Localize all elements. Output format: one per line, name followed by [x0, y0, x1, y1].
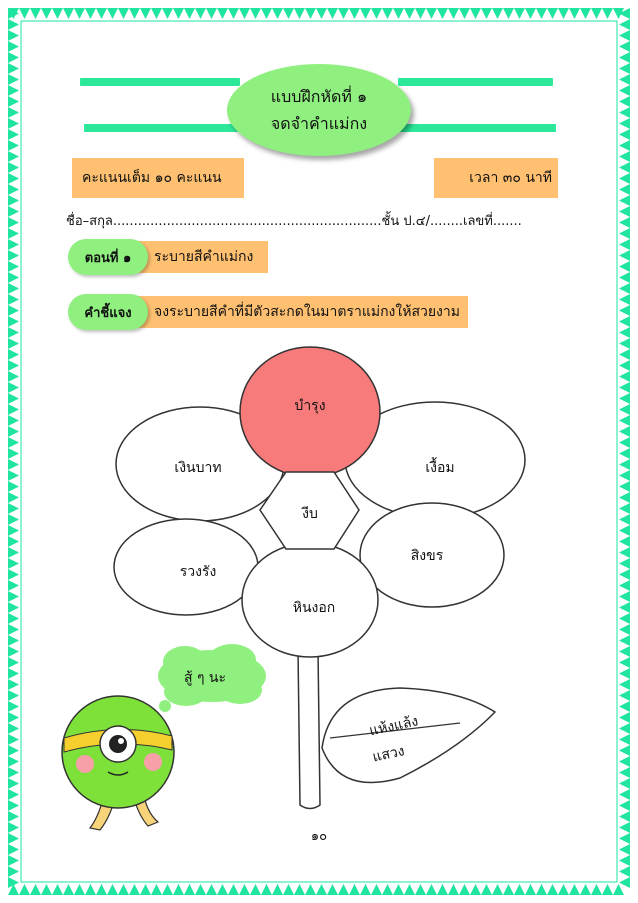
- border-triangle: [619, 217, 630, 228]
- border-triangle: [85, 884, 96, 895]
- border-triangle: [426, 8, 437, 19]
- border-triangle: [619, 316, 630, 327]
- petal-lower-left-word: รวงรัง: [179, 564, 217, 580]
- border-triangle: [619, 151, 630, 162]
- border-triangle: [52, 884, 63, 895]
- leaf-upper-word: แห้งแล้ง: [367, 713, 420, 740]
- border-triangle: [8, 74, 19, 85]
- border-triangle: [8, 206, 19, 217]
- border-triangle: [619, 41, 630, 52]
- instruction-tag: คำชี้แจง: [68, 294, 148, 330]
- petal-top-word: บำรุง: [294, 398, 326, 414]
- petal-upper-right-word: เงื้อม: [425, 460, 455, 476]
- border-triangle: [503, 8, 514, 19]
- title-line-2: จดจำคำแม่กง: [270, 114, 368, 133]
- border-triangle: [19, 884, 30, 895]
- border-triangle: [173, 8, 184, 19]
- page-number: ๑๐: [310, 829, 328, 844]
- border-triangle: [118, 8, 129, 19]
- border-triangle: [602, 8, 613, 19]
- border-triangle: [52, 8, 63, 19]
- border-triangle: [536, 8, 547, 19]
- title-oval: [227, 64, 411, 156]
- border-triangle: [327, 884, 338, 895]
- border-triangle: [206, 8, 217, 19]
- border-triangle: [8, 107, 19, 118]
- border-triangle: [250, 8, 261, 19]
- score-box: คะแนนเต็ม ๑๐ คะแนน: [72, 158, 244, 198]
- border-triangle: [217, 8, 228, 19]
- border-triangle: [338, 884, 349, 895]
- border-triangle: [459, 8, 470, 19]
- border-triangle: [30, 8, 41, 19]
- part-text-box: [128, 241, 268, 273]
- border-triangle: [619, 228, 630, 239]
- border-triangle: [481, 884, 492, 895]
- border-triangle: [283, 8, 294, 19]
- border-triangle: [619, 107, 630, 118]
- border-triangle: [151, 8, 162, 19]
- border-triangle: [184, 884, 195, 895]
- border-triangle: [250, 884, 261, 895]
- border-triangle: [536, 884, 547, 895]
- border-triangle: [74, 884, 85, 895]
- border-triangle: [437, 884, 448, 895]
- border-triangle: [503, 884, 514, 895]
- border-triangle: [140, 884, 151, 895]
- name-line: ชื่อ–สกุล.................................................................ชั้น ป.๔/........เลขที่.......: [66, 214, 522, 229]
- instruction-text: จงระบายสีคำที่มีตัวสะกดในมาตราแม่กงให้สวยงาม: [154, 304, 460, 320]
- border-triangle: [448, 8, 459, 19]
- border-triangle: [228, 8, 239, 19]
- border-triangle: [8, 316, 19, 327]
- border-triangle: [619, 52, 630, 63]
- border-triangle: [217, 884, 228, 895]
- border-triangle: [239, 8, 250, 19]
- border-triangle: [8, 63, 19, 74]
- border-triangle: [619, 96, 630, 107]
- border-triangle: [619, 195, 630, 206]
- border-triangle: [316, 8, 327, 19]
- border-triangle: [514, 884, 525, 895]
- border-triangle: [8, 261, 19, 272]
- border-triangle: [393, 8, 404, 19]
- border-triangle: [360, 884, 371, 895]
- border-triangle: [619, 30, 630, 41]
- monster-mascot-icon: [62, 696, 174, 830]
- border-triangle: [294, 8, 305, 19]
- petal-center-word: งีบ: [302, 506, 318, 522]
- part-text: ระบายสีคำแม่กง: [154, 249, 254, 265]
- header-bar-top-left: [80, 78, 240, 86]
- border-triangle: [261, 8, 272, 19]
- border-triangle: [30, 884, 41, 895]
- border-triangle: [316, 884, 327, 895]
- flower-stem: [298, 650, 320, 809]
- border-triangle: [305, 884, 316, 895]
- border-triangle: [272, 8, 283, 19]
- border-triangle: [437, 8, 448, 19]
- border-triangle: [470, 8, 481, 19]
- border-triangle: [569, 8, 580, 19]
- border-triangle: [619, 129, 630, 140]
- border-triangle: [404, 884, 415, 895]
- petal-upper-left-word: เงินบาท: [174, 460, 222, 476]
- border-triangle: [8, 228, 19, 239]
- border-triangle: [195, 8, 206, 19]
- border-triangle: [619, 294, 630, 305]
- border-triangle: [382, 8, 393, 19]
- border-triangle: [619, 855, 630, 866]
- border-triangle: [619, 173, 630, 184]
- border-triangle: [118, 884, 129, 895]
- border-triangle: [8, 195, 19, 206]
- mascot-area: [50, 640, 280, 840]
- border-triangle: [602, 884, 613, 895]
- border-triangle: [619, 272, 630, 283]
- border-triangle: [8, 96, 19, 107]
- border-triangle: [8, 30, 19, 41]
- border-triangle: [360, 8, 371, 19]
- border-triangle: [547, 8, 558, 19]
- border-triangle: [481, 8, 492, 19]
- border-triangle: [63, 884, 74, 895]
- border-triangle: [206, 884, 217, 895]
- border-triangle: [393, 884, 404, 895]
- petal-lower-right-word: สิงขร: [410, 548, 444, 564]
- border-triangle: [619, 74, 630, 85]
- border-triangle: [8, 184, 19, 195]
- header-bar-bottom-right: [398, 124, 556, 132]
- border-triangle: [619, 19, 630, 30]
- border-triangle: [8, 19, 19, 30]
- border-triangle: [338, 8, 349, 19]
- border-triangle: [96, 884, 107, 895]
- border-triangle: [19, 8, 30, 19]
- border-triangle: [261, 884, 272, 895]
- border-triangle: [8, 272, 19, 283]
- header-bar-bottom-left: [84, 124, 244, 132]
- border-triangle: [613, 884, 624, 895]
- border-triangle: [63, 8, 74, 19]
- border-triangle: [525, 8, 536, 19]
- border-triangle: [140, 8, 151, 19]
- border-triangle: [8, 151, 19, 162]
- border-triangle: [8, 327, 19, 338]
- border-triangle: [8, 85, 19, 96]
- border-triangle: [404, 8, 415, 19]
- border-triangle: [619, 261, 630, 272]
- border-triangle: [283, 884, 294, 895]
- border-triangle: [349, 884, 360, 895]
- border-triangle: [107, 884, 118, 895]
- border-triangle: [162, 884, 173, 895]
- border-triangle: [619, 327, 630, 338]
- border-triangle: [327, 8, 338, 19]
- border-triangle: [619, 283, 630, 294]
- border-triangle: [558, 884, 569, 895]
- border-triangle: [580, 8, 591, 19]
- border-triangle: [619, 239, 630, 250]
- border-triangle: [8, 855, 19, 866]
- border-triangle: [8, 866, 19, 877]
- border-triangle: [371, 884, 382, 895]
- border-triangle: [8, 305, 19, 316]
- border-triangle: [371, 8, 382, 19]
- border-triangle: [569, 884, 580, 895]
- speech-text: สู้ ๆ นะ: [183, 670, 227, 686]
- border-triangle: [41, 884, 52, 895]
- border-triangle: [382, 884, 393, 895]
- border-triangle: [96, 8, 107, 19]
- border-triangle: [349, 8, 360, 19]
- border-triangle: [459, 884, 470, 895]
- border-triangle: [184, 8, 195, 19]
- time-box: เวลา ๓๐ นาที: [434, 158, 558, 198]
- border-triangle: [514, 8, 525, 19]
- border-triangle: [619, 184, 630, 195]
- border-triangle: [272, 884, 283, 895]
- border-triangle: [85, 8, 96, 19]
- border-triangle: [129, 884, 140, 895]
- border-triangle: [41, 8, 52, 19]
- part-tag: ตอนที่ ๑: [68, 239, 148, 275]
- border-triangle: [619, 305, 630, 316]
- border-triangle: [619, 250, 630, 261]
- border-triangle: [619, 162, 630, 173]
- border-triangle: [74, 8, 85, 19]
- border-triangle: [619, 118, 630, 129]
- border-triangle: [129, 8, 140, 19]
- border-triangle: [162, 8, 173, 19]
- border-triangle: [619, 877, 630, 888]
- border-triangle: [8, 283, 19, 294]
- title-line-1: แบบฝึกหัดที่ ๑: [270, 87, 368, 106]
- leaf: [322, 688, 495, 783]
- border-triangle: [591, 8, 602, 19]
- border-triangle: [195, 884, 206, 895]
- border-triangle: [8, 129, 19, 140]
- border-triangle: [619, 85, 630, 96]
- border-triangle: [8, 173, 19, 184]
- border-triangle: [547, 884, 558, 895]
- border-triangle: [492, 884, 503, 895]
- border-triangle: [448, 884, 459, 895]
- petal-bottom-word: หินงอก: [292, 600, 336, 616]
- border-triangle: [173, 884, 184, 895]
- instruction-text-box: [128, 296, 468, 328]
- border-triangle: [305, 8, 316, 19]
- border-triangle: [525, 884, 536, 895]
- border-triangle: [492, 8, 503, 19]
- border-triangle: [619, 63, 630, 74]
- border-triangle: [619, 866, 630, 877]
- border-triangle: [107, 8, 118, 19]
- border-triangle: [8, 217, 19, 228]
- border-triangle: [470, 884, 481, 895]
- border-triangle: [8, 250, 19, 261]
- border-triangle: [415, 884, 426, 895]
- border-triangle: [619, 206, 630, 217]
- border-triangle: [415, 8, 426, 19]
- border-triangle: [591, 884, 602, 895]
- border-triangle: [228, 884, 239, 895]
- border-triangle: [294, 884, 305, 895]
- header-bar-top-right: [398, 78, 553, 86]
- border-triangle: [239, 884, 250, 895]
- border-triangle: [580, 884, 591, 895]
- border-triangle: [426, 884, 437, 895]
- border-triangle: [151, 884, 162, 895]
- border-triangle: [8, 162, 19, 173]
- leaf-lower-word: แสวง: [371, 743, 407, 766]
- border-triangle: [619, 140, 630, 151]
- border-triangle: [8, 41, 19, 52]
- border-triangle: [558, 8, 569, 19]
- border-triangle: [8, 140, 19, 151]
- border-triangle: [8, 294, 19, 305]
- border-triangle: [8, 118, 19, 129]
- border-triangle: [8, 52, 19, 63]
- border-triangle: [8, 239, 19, 250]
